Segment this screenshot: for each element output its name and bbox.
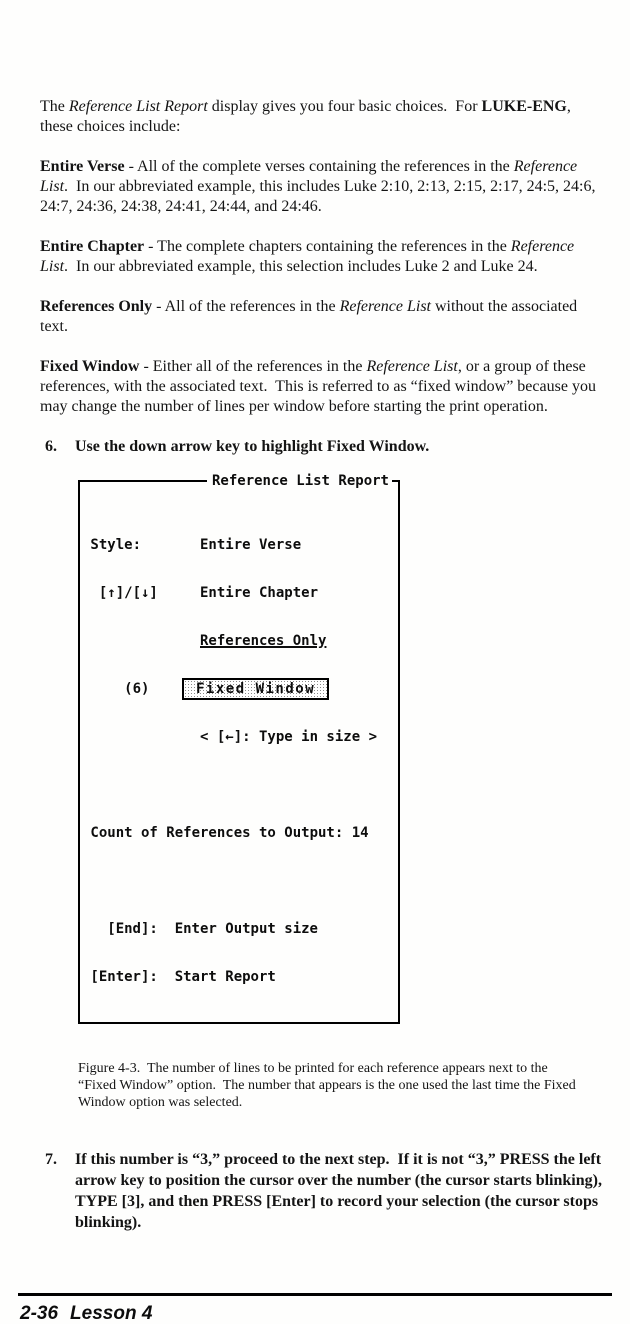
- definition-text: - The complete chapters containing the references in the: [144, 238, 511, 255]
- reference-list-report-italic: Reference List Report: [68, 98, 208, 115]
- end-key-label: [End]:: [107, 921, 158, 937]
- reference-list-report-screen: [78, 473, 400, 1024]
- term-entire-verse: Entire Verse: [40, 158, 125, 175]
- term-fixed-window: Fixed Window: [40, 358, 140, 375]
- definition-fixed-window: [40, 357, 602, 417]
- count-line: [82, 825, 396, 841]
- term-entire-chapter: Entire Chapter: [40, 238, 145, 255]
- arrow-keys-hint: [↑]/[↓]: [82, 585, 158, 601]
- intro-text: display gives you four basic choices. For: [207, 98, 482, 115]
- page-footer: [20, 1304, 630, 1324]
- definition-text: - All of the complete verses containing the references in the: [124, 158, 514, 175]
- figure-caption: Figure 4-3. The number of lines to be printed for each reference appears next to the “Fixed Window” option. The number that appears is the one used the last time the Fixed Window option was selected.: [78, 1061, 580, 1110]
- end-key-line: [82, 921, 396, 937]
- option-entire-verse-text: Entire Verse: [200, 537, 302, 553]
- option-references-only-text: References Only: [200, 633, 327, 649]
- type-in-size-text: < [←]: Type in size >: [200, 729, 378, 745]
- enter-key-action: Start Report: [174, 969, 276, 985]
- lesson-label: Lesson 4: [70, 1303, 153, 1324]
- definition-text: , or a group of these references, with the associated text. This is referred to as “fixed window” because you may change the number of lines per window before starting the print operation.: [40, 358, 600, 415]
- definition-entire-verse: [40, 157, 602, 217]
- definition-entire-chapter: [40, 237, 602, 277]
- step-7-text: If this number is “3,” proceed to the next step. If it is not “3,” PRESS the left arrow key to position the cursor over the number (the cursor starts blinking), TYPE [3], and then PRESS [Enter] to record your selection (the cursor stops blinking).: [75, 1151, 606, 1231]
- option-entire-chapter-text: Entire Chapter: [200, 585, 319, 601]
- intro-paragraph: [40, 97, 602, 137]
- option-fixed-window-selected: [82, 681, 396, 697]
- count-value: 14: [351, 825, 369, 841]
- step-6-text: Use the down arrow key to highlight Fixed Window.: [75, 438, 430, 455]
- step-6-number: 6.: [45, 438, 57, 455]
- option-references-only: [82, 633, 396, 649]
- enter-key-line: [82, 969, 396, 985]
- blank-line: [82, 777, 396, 793]
- reference-list-italic: Reference List: [40, 238, 579, 275]
- definition-references-only: [40, 297, 602, 337]
- definition-text: . In our abbreviated example, this selection includes Luke 2 and Luke 24.: [64, 258, 538, 275]
- step-indicator: (6): [82, 681, 150, 697]
- intro-text: , these choices include:: [40, 98, 575, 135]
- type-in-size-hint: [82, 729, 396, 745]
- page-content: [40, 97, 606, 1233]
- term-references-only: References Only: [40, 298, 153, 315]
- option-entire-chapter: [82, 585, 396, 601]
- enter-key-label: [Enter]:: [90, 969, 158, 985]
- page-number: 2-36: [20, 1303, 59, 1324]
- luke-eng-label: LUKE-ENG: [481, 98, 567, 115]
- intro-text: The: [40, 98, 69, 115]
- reference-list-italic: Reference List: [339, 298, 431, 315]
- definition-text: without the associated text.: [40, 298, 582, 335]
- footer-divider: [18, 1293, 612, 1296]
- style-label: Style:: [82, 537, 142, 553]
- option-entire-verse: [82, 537, 396, 553]
- end-key-action: Enter Output size: [174, 921, 318, 937]
- definition-text: - All of the references in the: [152, 298, 340, 315]
- blank-line: [82, 873, 396, 889]
- definition-text: . In our abbreviated example, this includes Luke 2:10, 2:13, 2:15, 2:17, 24:5, 24:6, 24:7, 24:36, 24:38, 24:41, 24:44, and 24:46.: [40, 178, 600, 215]
- step-7: [40, 1149, 606, 1233]
- definition-text: - Either all of the references in the: [139, 358, 367, 375]
- reference-list-italic: Reference List: [366, 358, 458, 375]
- fixed-window-highlight: Fixed Window: [182, 678, 329, 700]
- step-7-number: 7.: [45, 1151, 57, 1168]
- step-6: [40, 437, 602, 457]
- screen-title: Reference List Report: [207, 473, 392, 489]
- reference-list-italic: Reference List: [40, 158, 582, 195]
- count-label: Count of References to Output:: [82, 825, 352, 841]
